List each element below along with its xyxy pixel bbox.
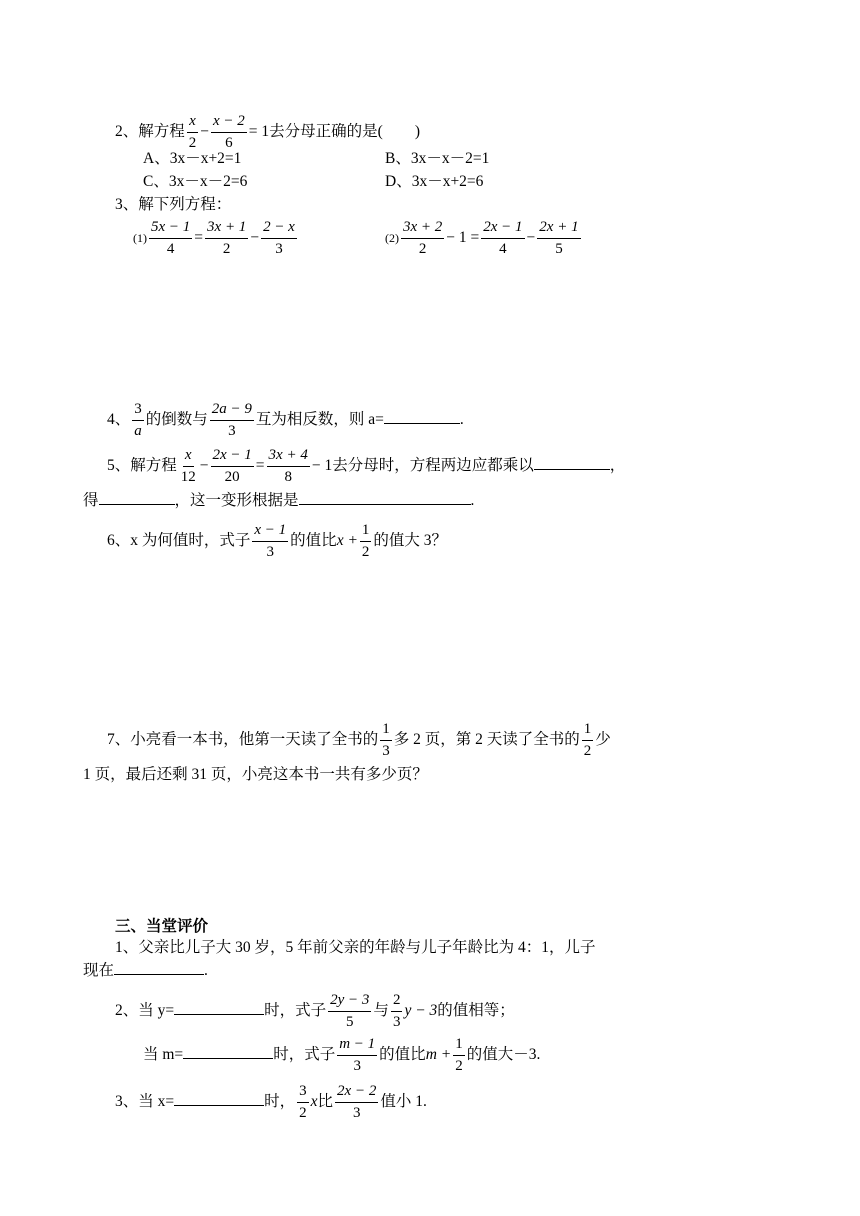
fraction: $\frac{1}{2}$ bbox=[583, 721, 592, 759]
fraction: $\frac{3x + 1}{2}$ bbox=[207, 219, 247, 257]
fraction: $\frac{x - 1}{3}$ bbox=[254, 522, 287, 560]
assessment-1-line-1: 1、父亲比儿子大 30 岁，5 年前父亲的年龄与儿子年龄比为 4：1，儿子 bbox=[115, 939, 596, 956]
question-7-line: 7、小亮看一本书，他第一天读了全书的 $\frac{1}{3}$ 多 2 页，第 2 天读了全书的 $\frac{1}{2}$ 少 bbox=[107, 721, 611, 759]
fraction: $\frac{2 - x}{3}$ bbox=[263, 219, 295, 257]
equation-1: (1) $\frac{5x - 1}{4}$ = $\frac{3x + 1}{2}$ − $\frac{2 - x}{3}$ bbox=[133, 219, 295, 257]
question-3-prefix: 3、解下列方程： bbox=[115, 196, 232, 213]
fraction: $\frac{1}{3}$ bbox=[382, 721, 390, 759]
fraction: $\frac{3x + 4}{8}$ bbox=[268, 447, 308, 485]
question-2-prefix: 2、解方程 bbox=[115, 123, 185, 141]
fraction: $\frac{m - 1}{3}$ bbox=[339, 1036, 376, 1074]
answer-blank[interactable] bbox=[534, 455, 610, 470]
assessment-3-line: 3、当 x= 时， $\frac{3}{2}$ x比 $\frac{2x - 2}{3}$ 值小 1. bbox=[115, 1083, 427, 1121]
fraction: $\frac{3}{2}$ bbox=[299, 1083, 307, 1121]
question-7-line-2: 1 页，最后还剩 31 页，小亮这本书一共有多少页？ bbox=[83, 766, 428, 783]
fraction: $\frac{2x + 1}{5}$ bbox=[539, 219, 579, 257]
option-d: D、3x－x+2=6 bbox=[385, 173, 484, 190]
fraction: $\frac{3}{a}$ bbox=[134, 401, 142, 439]
equation-2: (2) $\frac{3x + 2}{2}$ − 1 = $\frac{2x - 1}{4}$ − $\frac{2x + 1}{5}$ bbox=[385, 219, 579, 257]
question-2-line: 2、解方程 $\frac{x}{2}$ − $\frac{x - 2}{6}$ = 1去分母正确的是( ) bbox=[115, 113, 421, 151]
option-a: A、3x－x+2=1 bbox=[143, 150, 242, 167]
question-5-line-2: 得 ，这一变形根据是 . bbox=[83, 492, 475, 509]
fraction: $\frac{5x - 1}{4}$ bbox=[151, 219, 191, 257]
answer-blank[interactable] bbox=[99, 490, 175, 505]
fraction: $\frac{2y - 3}{5}$ bbox=[330, 992, 370, 1030]
answer-blank[interactable] bbox=[384, 409, 460, 424]
question-5-line: 5、解方程 $\frac{x}{12}$ − $\frac{2x - 1}{20}$ = $\frac{3x + 4}{8}$ − 1去分母时，方程两边应都乘以 ， bbox=[107, 447, 626, 485]
answer-blank[interactable] bbox=[183, 1044, 273, 1059]
fraction: $\frac{1}{2}$ bbox=[361, 522, 370, 560]
fraction: $\frac{2x - 1}{20}$ bbox=[212, 447, 252, 485]
answer-blank[interactable] bbox=[174, 1000, 264, 1015]
assessment-2-line: 2、当 y= 时，式子 $\frac{2y - 3}{5}$ 与 $\frac{2}{3}$ y − 3的值相等； bbox=[115, 992, 515, 1030]
fraction: $\frac{2x - 1}{4}$ bbox=[483, 219, 523, 257]
assessment-1-line-2: 现在 . bbox=[83, 962, 208, 979]
fraction: $\frac{2x - 2}{3}$ bbox=[337, 1083, 377, 1121]
answer-blank[interactable] bbox=[114, 960, 204, 975]
fraction: $\frac{2}{3}$ bbox=[392, 992, 401, 1030]
question-6-line: 6、x 为何值时，式子 $\frac{x - 1}{3}$ 的值比x + $\frac{1}{2}$ 的值大 3？ bbox=[107, 522, 448, 560]
fraction: $\frac{1}{2}$ bbox=[455, 1036, 463, 1074]
fraction: $\frac{x}{12}$ bbox=[180, 447, 196, 485]
answer-blank[interactable] bbox=[299, 490, 471, 505]
assessment-2b-line: 当 m= 时，式子 $\frac{m - 1}{3}$ 的值比m + $\frac{1}{2}$ 的值大－3. bbox=[143, 1036, 541, 1074]
fraction: $\frac{3x + 2}{2}$ bbox=[403, 219, 443, 257]
option-c: C、3x－x－2=6 bbox=[143, 173, 248, 190]
answer-blank[interactable] bbox=[174, 1091, 264, 1106]
question-4-line: 4、 $\frac{3}{a}$ 的倒数与 $\frac{2a - 9}{3}$ 互为相反数，则 a= . bbox=[107, 401, 464, 439]
fraction: $\frac{2a - 9}{3}$ bbox=[211, 401, 252, 439]
fraction: $\frac{x - 2}{6}$ bbox=[213, 113, 245, 151]
section-heading: 三、当堂评价 bbox=[115, 918, 209, 935]
fraction: $\frac{x}{2}$ bbox=[188, 113, 197, 151]
option-b: B、3x－x－2=1 bbox=[385, 150, 490, 167]
